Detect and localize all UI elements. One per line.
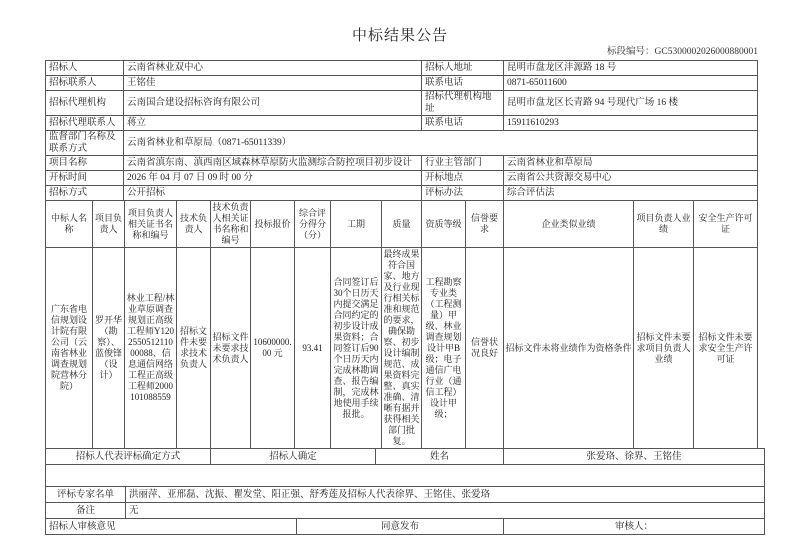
info-row: 招标方式 公开招标 评标办法 综合评估法 (46, 186, 758, 201)
bid-cell: 罗开华（勘察）、蓝俊锋（设计） (93, 248, 125, 449)
info-row: 招标代理机构 云南国合建设招标咨询有限公司 招标代理机构地址 昆明市盘龙区长青路 94 号现代广场 16 楼 (46, 91, 758, 116)
bid-header-cell: 项目负责人 (93, 201, 125, 248)
bid-cell: 10600000.00 元 (251, 248, 295, 449)
bid-cell: 招标文件未要求技术负责人 (211, 248, 251, 449)
names: 张爱珞、徐界、王铭佳 (504, 449, 765, 465)
bid-header-cell: 中标人名称 (46, 201, 93, 248)
bid-header-row (46, 201, 758, 248)
bid-header-cell: 资质等级 (422, 201, 466, 248)
bid-header-cell: 安全生产许可证 (694, 201, 758, 248)
bid-cell: 93.41 (295, 248, 331, 449)
bid-header-cell: 投标报价 (251, 201, 295, 248)
review-label: 招标人审核意见 (46, 519, 297, 535)
info-row: 开标时间 2026 年 04 月 07 日 09 时 00 分 开标地点 云南省公共资源交易中心 (46, 171, 758, 186)
info-row: 招标人 云南省林业双中心 招标人地址 昆明市盘龙区沣源路 18 号 (46, 61, 758, 76)
info-table (45, 60, 758, 201)
experts: 洪丽萍、亚邢磊、沈振、瞿发堂、阳正强、舒秀莲及招标人代表徐界、王铭佳、张爱珞 (126, 487, 765, 503)
footer-table (45, 448, 765, 535)
page-title: 中标结果公告 (351, 28, 448, 44)
rep-method: 招标人确定 (211, 449, 376, 465)
info-row: 招标代理联系人 蒋立 联系电话 15911610293 (46, 116, 758, 131)
bid-cell: 林业工程/林业草原调查规划正高级工程师Y120255051211000088、信息通信网络工程正高级工程师2000101088559 (125, 248, 177, 449)
remark: 无 (126, 503, 765, 519)
bid-cell: 招标文件未将业绩作为资格条件 (504, 248, 634, 449)
info-row: 监督部门名称及联系方式 云南省林业和草原局（0871-65011339） (46, 131, 758, 156)
bid-header-cell: 工期 (331, 201, 382, 248)
bid-cell: 合同签订后30个日历天内提交满足合同约定的初步设计成果资料；合同签订后90个日历天内完成林勘调查、报告编制，完成林地使用手续报批。 (331, 248, 382, 449)
reviewer-label: 审核人： (504, 519, 765, 535)
bid-header-cell: 综合评分得分（分） (295, 201, 331, 248)
bid-cell: 招标文件未要求技术负责人 (177, 248, 211, 449)
bid-header-cell: 质量 (382, 201, 422, 248)
bid-header-cell: 项目负责人相关证书名称和编号 (125, 201, 177, 248)
rep-method-label: 招标人代表评标确定方式 (46, 449, 211, 465)
info-row: 招标联系人 王铭佳 联系电话 0871-65011600 (46, 76, 758, 91)
bid-header-cell: 信誉要求 (466, 201, 504, 248)
info-row: 项目名称 云南省滇东南、滇西南区域森林草原防火监测综合防控项目初步设计 行业主管部门 云南省林业和草原局 (46, 156, 758, 171)
bid-cell: 信誉状况良好 (466, 248, 504, 449)
bid-cell: 招标文件未要求安全生产许可证 (694, 248, 758, 449)
bid-table (45, 200, 758, 449)
bid-cell: 招标文件未要求项目负责人业绩 (634, 248, 694, 449)
empty-row (46, 465, 765, 487)
bid-header-cell: 技术负责人相关证书名称和编号 (211, 201, 251, 248)
section-code: 标段编号：GC5300002026000880001 (607, 47, 758, 57)
bid-cell: 工程勘察专业类（工程测量）甲级、林业调查规划设计甲B级；电子通信广电行业（通信工程）设计甲级； (422, 248, 466, 449)
bid-cell: 最终成果符合国家、地方及行业现行相关标准和规范的要求，确保勘察、初步设计编制规范、成果资料完整、真实准确、清晰有据并获得相关部门批复。 (382, 248, 422, 449)
experts-label: 评标专家名单 (46, 487, 126, 503)
review: 同意发布 (297, 519, 504, 535)
bid-header-cell: 项目负责人业绩 (634, 201, 694, 248)
bid-header-cell: 企业类似业绩 (504, 201, 634, 248)
bid-header-cell: 技术负责人 (177, 201, 211, 248)
bid-data-row (46, 248, 758, 449)
remark-label: 备注 (46, 503, 126, 519)
name-label: 姓名 (376, 449, 504, 465)
bid-cell: 广东省电信规划设计院有限公司（云南省林业调查规划院营林分院） (46, 248, 93, 449)
